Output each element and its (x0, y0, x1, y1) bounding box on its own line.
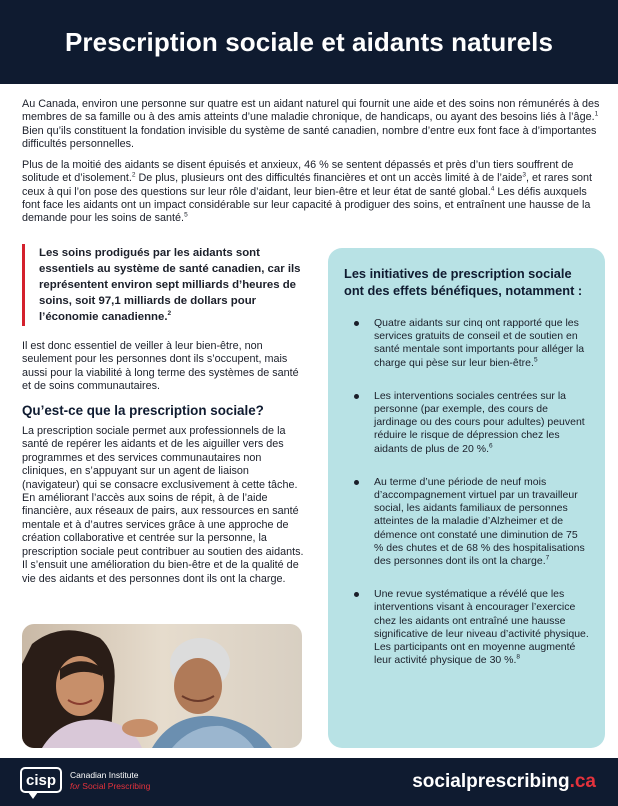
organization-name (70, 770, 150, 791)
caregiver-photo-illustration (22, 624, 302, 748)
footnote-ref: 5 (533, 356, 538, 364)
footnote-ref: 2 (131, 171, 136, 179)
footnote-ref: 3 (522, 171, 526, 179)
page-footer (0, 758, 618, 806)
list-item: Au terme d’une période de neuf mois d’accompagnement virtuel par un travailleur social, les aidants familiaux de personnes atteintes de la maladie d’Alzheimer et de démence ont constaté une diminution de 75 % des chutes et de 68 % des hospitalisations des personnes dont ils ont la charge.$^7$ (344, 476, 589, 568)
list-item: Quatre aidants sur cinq ont rapporté que les services gratuits de conseil et de soutien en santé mentale sont importants pour alléger la charge qui pèse sur leur bien-être.$^5$ (344, 317, 589, 370)
page-header (0, 0, 618, 84)
intro-paragraph-1: Au Canada, environ une personne sur quatre est un aidant naturel qui fournit une aide et des soins non rémunérés à des membres de sa famille ou à des amis atteints d’une maladie chronique, de handicaps, ou ayant des besoins liés à l’âge.$^1$ Bien qu’ils constituent la fondation invisible du système de santé canadien, nombre d’entre eux font face à d’importantes difficultés personnelles. (22, 98, 600, 150)
org-line-2: for Social Prescribing (70, 780, 151, 791)
left-column (22, 340, 308, 594)
footnote-ref: 5 (184, 211, 188, 219)
intro-section (22, 98, 600, 234)
intro-paragraph-2: Plus de la moitié des aidants se disent épuisés et anxieux, 46 % se sentent dépassés et près d’un tiers souffrent de solitude et d’isolement.$^2$ De plus, plusieurs ont des difficultés financières et ont un accès limité à de l’aide$^3$, et rares sont ceux à qui l’on pose des questions sur leur rôle d’aidant, leur bien-être et leur état de santé global.$^4$ Les défis auxquels font face les aidants ont un impact considérable sur leur capacité à prodiguer des soins, et entraînent une hausse de la demande pour les soins de santé.$^5$ (22, 159, 593, 225)
org-line-1: Canadian Institute (70, 770, 139, 780)
cisp-logo[interactable]: cisp (20, 767, 62, 793)
footnote-ref: 2 (167, 310, 172, 318)
page-title: Prescription sociale et aidants naturels (64, 26, 554, 57)
website-link[interactable]: socialprescribing.ca (412, 771, 596, 792)
definition-paragraph: La prescription sociale permet aux professionnels de la santé de repérer les aidants et de les aiguiller vers des programmes et des services communautaires non cliniques, en s’appuyant sur un agent de liaison (navigateur) qui se consacre exclusivement à cette tâche. En améliorant l’accès aux soins de répit, à de l’aide financière, aux réseaux de pairs, aux ressources en santé mentale et à d’autres services grâce à une approche de création collaborative et centrée sur la personne, la prescription sociale peut contribuer au soutien des aidants. Il s’ensuit une amélioration du bien-être et de la qualité de vie des aidants et des personnes dont ils ont la charge. (22, 425, 304, 585)
footnote-ref: 6 (489, 442, 493, 450)
list-item: Une revue systématique a révélé que les interventions visant à encourager l’exercice chez les aidants ont entraîné une hausse significative de leur niveau d’activité physique. Les participants ont en moyenne augmenté leur activité physique de 30 %.$^8$ (344, 588, 589, 667)
benefits-heading: Les initiatives de prescription sociale ont des effets bénéfiques, notamment : (344, 266, 583, 298)
pull-quote: Les soins prodigués par les aidants sont essentiels au système de santé canadien, car ils représentent environ sept milliards d’heures de soins, soit 97,1 milliards de dollars pour l’économie canadienne.$^2$ (22, 244, 302, 326)
caregiver-photo (22, 624, 302, 748)
footnote-ref: 1 (594, 110, 599, 118)
section-heading: Qu’est-ce que la prescription sociale? (22, 402, 264, 418)
list-item: Les interventions sociales centrées sur la personne (par exemple, des cours de jardinage ou des cours pour adultes) peuvent réduire le risque de dépression chez les aidants de plus de 20 %.$^6$ (344, 390, 589, 456)
benefits-list (344, 317, 589, 667)
footnote-ref: 7 (545, 554, 550, 562)
footnote-ref: 4 (490, 185, 495, 193)
benefits-panel (328, 248, 605, 748)
footnote-ref: 8 (516, 653, 521, 661)
wellbeing-paragraph: Il est donc essentiel de veiller à leur bien-être, non seulement pour les personnes dont ils s’occupent, mais aussi pour la viabilité à long terme des systèmes de santé et de soins communautaires. (22, 340, 299, 393)
